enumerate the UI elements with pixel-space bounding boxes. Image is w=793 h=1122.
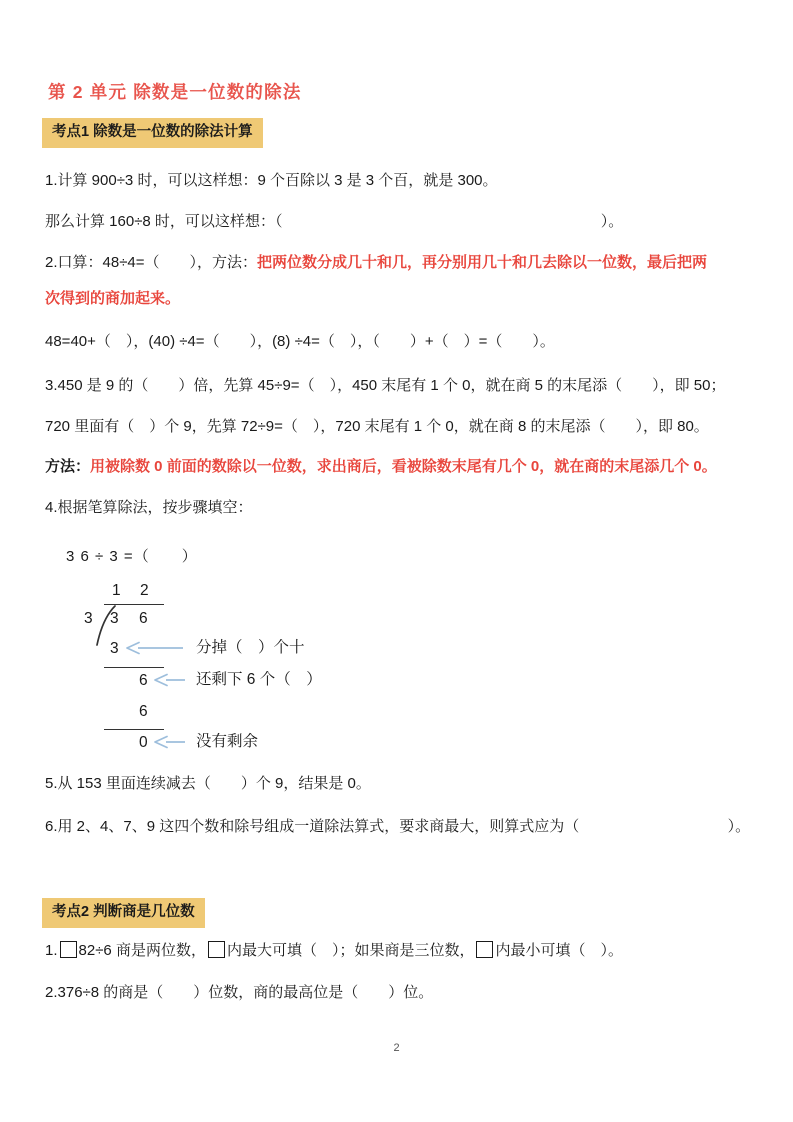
section-heading-2: 考点2 判断商是几位数 [42, 898, 205, 928]
question-2-method-red-1: 把两位数分成几十和几，再分别用几十和几去除以一位数，最后把两 [257, 254, 708, 271]
question-2-line-3: 48=40+（ ），(40) ÷4=（ ），(8) ÷4=（ ），（ ）+（ ）=（ ）。 [45, 333, 555, 350]
question-6-line-1 [45, 818, 750, 836]
page-title: 第 2 单元 除数是一位数的除法 [48, 82, 302, 102]
question-3-method [45, 458, 717, 476]
quotient-digit-tens: 1 [112, 582, 121, 599]
question-1-line-2-prefix: 那么计算 160÷8 时，可以这样想：（ [45, 213, 283, 230]
step-2-arrow-icon [154, 673, 186, 685]
question-5-line-1: 5.从 153 里面连续减去（ ）个 9，结果是 0。 [45, 775, 371, 792]
fill-in-square-box-2[interactable] [208, 941, 225, 958]
question-7-seg-1: 1. [45, 942, 58, 959]
step-3-product: 6 [139, 703, 148, 720]
section-heading-1: 考点1 除数是一位数的除法计算 [42, 118, 263, 148]
question-3-line-1: 3.450 是 9 的（ ）倍，先算 45÷9=（ ），450 末尾有 1 个 0，就在商 5 的末尾添（ ），即 50； [45, 377, 726, 394]
divisor: 3 [84, 610, 93, 627]
question-7-line-1 [45, 941, 623, 960]
question-2-prefix: 2.口算：48÷4=（ ），方法： [45, 254, 258, 271]
step-1-note: 分掉（ ）个十 [196, 639, 305, 656]
division-vinculum [104, 604, 164, 605]
question-6-prefix: 6.用 2、4、7、9 这四个数和除号组成一道除法算式，要求商最大，则算式应为（ [45, 818, 580, 835]
question-4-prompt: 4.根据笔算除法，按步骤填空： [45, 499, 253, 516]
subtraction-rule-1 [104, 667, 164, 668]
fill-in-square-box-3[interactable] [476, 941, 493, 958]
dividend-digit-tens: 3 [110, 610, 119, 627]
question-7-seg-3: 内最大可填（ ）；如果商是三位数， [226, 942, 475, 959]
question-3-method-red: 用被除数 0 前面的数除以一位数，求出商后，看被除数末尾有几个 0，就在商的末尾添几个 0。 [90, 458, 717, 475]
step-1-product: 3 [110, 640, 119, 657]
step-2-remainder: 6 [139, 672, 148, 689]
page-number: 2 [393, 1042, 400, 1054]
dividend-digit-ones: 6 [139, 610, 148, 627]
question-4-equation: 3 6 ÷ 3 =（ ） [66, 548, 198, 565]
final-arrow-icon [154, 735, 186, 747]
fill-in-square-box-1[interactable] [60, 941, 77, 958]
final-note: 没有剩余 [196, 733, 259, 750]
question-1-line-2 [45, 213, 623, 231]
step-2-note: 还剩下 6 个（ ） [196, 671, 322, 688]
question-7-seg-4: 内最小可填（ ）。 [495, 942, 623, 959]
step-1-arrow-icon [126, 641, 184, 653]
question-2-line-1 [45, 254, 707, 272]
question-8-line-1: 2.376÷8 的商是（ ）位数，商的最高位是（ ）位。 [45, 984, 434, 1001]
question-1-line-2-suffix: ）。 [600, 213, 624, 230]
question-6-suffix: ）。 [727, 818, 751, 835]
quotient-digit-ones: 2 [140, 582, 149, 599]
question-3-method-label: 方法： [45, 458, 91, 475]
question-1-line-1: 1.计算 900÷3 时，可以这样想：9 个百除以 3 是 3 个百，就是 300。 [45, 172, 498, 189]
subtraction-rule-2 [104, 729, 164, 730]
final-remainder: 0 [139, 734, 148, 751]
question-3-line-2: 720 里面有（ ）个 9，先算 72÷9=（ ），720 末尾有 1 个 0，就在商 8 的末尾添（ ），即 80。 [45, 418, 709, 435]
question-7-seg-2: 82÷6 商是两位数， [78, 942, 206, 959]
question-2-method-red-2: 次得到的商加起来。 [45, 290, 181, 307]
